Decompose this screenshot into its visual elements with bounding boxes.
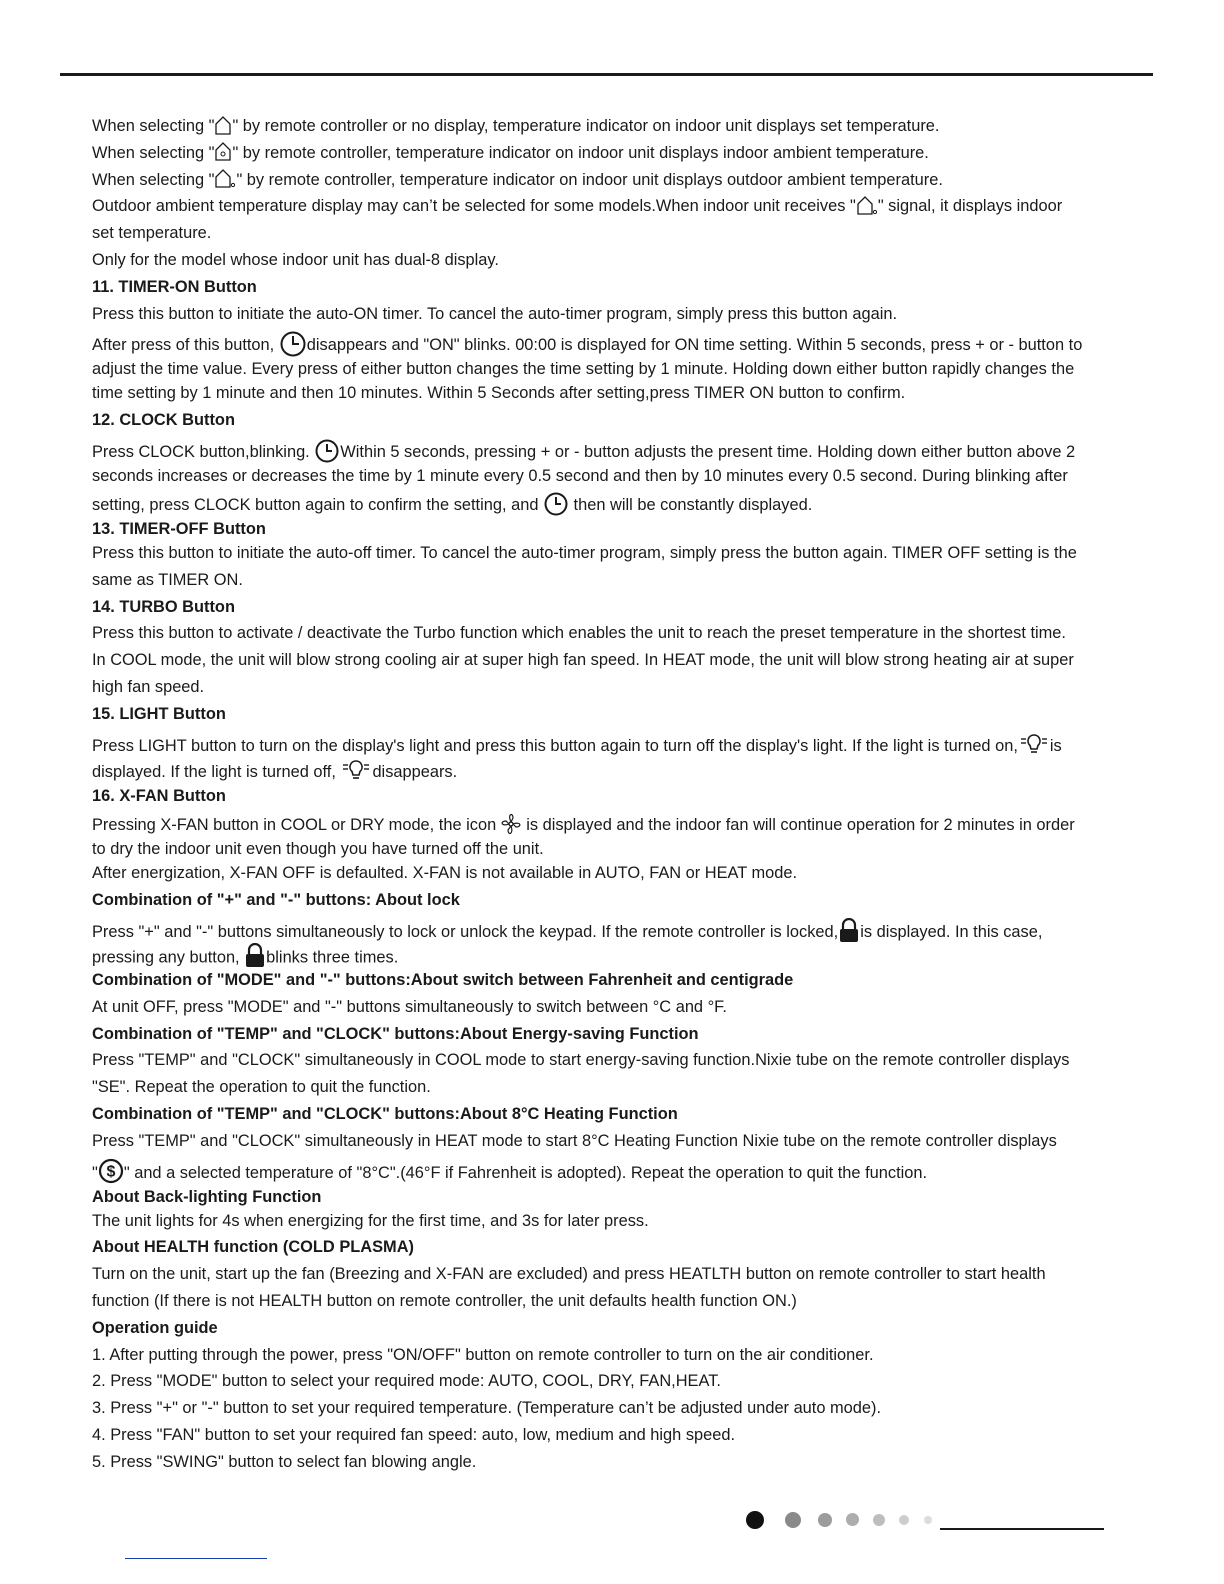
section-heading: Combination of "+" and "-" buttons: About lock — [92, 891, 460, 910]
bottom-rule — [940, 1528, 1104, 1530]
text: " signal, it displays indoor — [877, 197, 1063, 216]
text: disappears. — [372, 762, 458, 781]
clock-icon — [543, 491, 569, 517]
text: After press of this button, — [92, 336, 279, 355]
lock-icon — [838, 918, 860, 944]
text-line: high fan speed. — [92, 677, 205, 696]
top-rule — [60, 73, 1153, 76]
text-line: Press "TEMP" and "CLOCK" simultaneously in HEAT mode to start 8°C Heating Function Nixie tube on the remote controller displays — [92, 1131, 1057, 1150]
text-line: After energization, X-FAN OFF is defaulted. X-FAN is not available in AUTO, FAN or HEAT mode. — [92, 864, 798, 883]
text: is — [1049, 736, 1062, 755]
decoration-dot — [873, 1514, 885, 1526]
text: is displayed and the indoor fan will continue operation for 2 minutes in order — [526, 816, 1075, 835]
decoration-dot — [785, 1512, 801, 1528]
light-bulb-icon — [1018, 731, 1050, 757]
text-line: adjust the time value. Every press of either button changes the time setting by 1 minute. Holding down either button rapidly changes the — [92, 360, 1075, 379]
text-line — [92, 327, 1140, 358]
text-line: seconds increases or decreases the time by 1 minute every 0.5 second and then by 10 minutes every 0.5 second. During blinking after — [92, 466, 1068, 485]
decoration-dot — [899, 1515, 909, 1525]
house-indoor-icon — [214, 140, 232, 162]
text-line — [92, 1155, 1140, 1186]
dollar-circle-icon — [98, 1158, 124, 1184]
section-heading: About Back-lighting Function — [92, 1187, 322, 1206]
text: Pressing X-FAN button in COOL or DRY mode, the icon — [92, 816, 497, 835]
decoration-dot — [818, 1513, 832, 1527]
text: displayed. If the light is turned off, — [92, 762, 341, 781]
list-item: 3. Press "+" or "-" button to set your required temperature. (Temperature can’t be adjusted under auto mode). — [92, 1399, 882, 1418]
text: blinks three times. — [266, 948, 399, 967]
text: Outdoor ambient temperature display may can’t be selected for some models.When indoor unit receives " — [92, 197, 856, 216]
clock-icon — [279, 330, 307, 358]
fan-icon — [496, 810, 526, 838]
text-line: same as TIMER ON. — [92, 570, 243, 589]
text-line — [92, 728, 1140, 759]
list-item: 5. Press "SWING" button to select fan blowing angle. — [92, 1452, 477, 1471]
list-item: 1. After putting through the power, press "ON/OFF" button on remote controller to turn on the air conditioner. — [92, 1345, 874, 1364]
section-heading: Combination of "MODE" and "-" buttons:About switch between Fahrenheit and centigrade — [92, 970, 794, 989]
text-line — [92, 113, 1140, 140]
text-line: Press "TEMP" and "CLOCK" simultaneously in COOL mode to start energy-saving function.Nixie tube on the remote controller displays — [92, 1051, 1070, 1070]
list-item: 2. Press "MODE" button to select your required mode: AUTO, COOL, DRY, FAN,HEAT. — [92, 1372, 721, 1391]
text: setting, press CLOCK button again to confirm the setting, and — [92, 495, 543, 514]
text-line — [92, 759, 1140, 786]
text: Press "+" and "-" buttons simultaneously to lock or unlock the keypad. If the remote controller is locked, — [92, 922, 839, 941]
text: When selecting " — [92, 170, 215, 189]
text-line: "SE". Repeat the operation to quit the function. — [92, 1078, 431, 1097]
text-line: Only for the model whose indoor unit has dual-8 display. — [92, 250, 499, 269]
svg-text:$: $ — [106, 1163, 116, 1181]
text: When selecting " — [92, 143, 215, 162]
text-line: function (If there is not HEALTH button on remote controller, the unit defaults health function ON.) — [92, 1291, 797, 1310]
text: pressing any button, — [92, 948, 245, 967]
section-heading: Operation guide — [92, 1318, 218, 1337]
text-line — [92, 914, 1140, 945]
text: " by remote controller or no display, temperature indicator on indoor unit displays set temperature. — [232, 117, 940, 135]
list-item: 4. Press "FAN" button to set your required fan speed: auto, low, medium and high speed. — [92, 1425, 736, 1444]
decoration-dot — [746, 1511, 764, 1529]
decoration-dot — [846, 1513, 859, 1526]
house-outdoor-icon — [214, 167, 236, 189]
section-heading: About HEALTH function (COLD PLASMA) — [92, 1238, 414, 1257]
text-line — [92, 193, 1140, 220]
text-line — [92, 945, 1140, 967]
clock-icon — [314, 438, 340, 464]
text-line — [92, 140, 1140, 167]
text: " — [92, 1163, 98, 1182]
text: Press LIGHT button to turn on the display's light and press this button again to turn off the display's light. If the light is turned on, — [92, 736, 1018, 755]
text: is displayed. In this case, — [860, 922, 1043, 941]
house-icon — [214, 114, 232, 136]
text-line — [92, 167, 1140, 194]
text: Press CLOCK button,blinking. — [92, 442, 315, 461]
text-line: Turn on the unit, start up the fan (Breezing and X-FAN are excluded) and press HEATLTH button on remote controller to start health — [92, 1265, 1046, 1284]
text: then will be constantly displayed. — [569, 495, 813, 514]
text-line: At unit OFF, press "MODE" and "-" buttons simultaneously to switch between °C and °F. — [92, 997, 727, 1016]
footer-link-underline — [125, 1558, 267, 1559]
text-line: time setting by 1 minute and then 10 minutes. Within 5 Seconds after setting,press TIMER ON button to confirm. — [92, 384, 906, 403]
text: " and a selected temperature of "8°C".(46°F if Fahrenheit is adopted). Repeat the operation to quit the function. — [123, 1163, 928, 1182]
section-heading: 16. X-FAN Button — [92, 787, 226, 806]
house-outdoor-icon — [856, 194, 878, 216]
section-heading: 13. TIMER-OFF Button — [92, 519, 266, 538]
section-heading: 15. LIGHT Button — [92, 704, 226, 723]
text: Within 5 seconds, pressing + or - button adjusts the present time. Holding down either button above 2 — [340, 442, 1076, 461]
section-heading: Combination of "TEMP" and "CLOCK" buttons:About 8°C Heating Function — [92, 1104, 678, 1123]
text-line: In COOL mode, the unit will blow strong cooling air at super high fan speed. In HEAT mode, the unit will blow strong heating air at super — [92, 651, 1074, 670]
text: " by remote controller, temperature indicator on indoor unit displays indoor ambient temperature. — [232, 143, 929, 162]
text-line: The unit lights for 4s when energizing for the first time, and 3s for later press. — [92, 1211, 649, 1230]
text-line: Press this button to activate / deactivate the Turbo function which enables the unit to reach the preset temperature in the shortest time. — [92, 624, 1066, 643]
section-heading: 14. TURBO Button — [92, 597, 235, 616]
section-heading: 11. TIMER-ON Button — [92, 277, 257, 296]
text: When selecting " — [92, 117, 215, 135]
text-line — [92, 434, 1140, 465]
text-line — [92, 807, 1140, 838]
text-line — [92, 487, 1140, 518]
decoration-dot — [924, 1516, 932, 1524]
light-bulb-icon — [340, 757, 372, 783]
text-line: to dry the indoor unit even though you have turned off the unit. — [92, 840, 544, 859]
text-line: Press this button to initiate the auto-off timer. To cancel the auto-timer program, simply press the button again. TIMER OFF setting is the — [92, 543, 1077, 562]
text-line: set temperature. — [92, 224, 212, 243]
section-heading: Combination of "TEMP" and "CLOCK" buttons:About Energy-saving Function — [92, 1024, 699, 1043]
manual-page-content — [92, 113, 1140, 1475]
text: disappears and "ON" blinks. 00:00 is displayed for ON time setting. Within 5 seconds, press + or - button to — [306, 336, 1083, 355]
section-heading: 12. CLOCK Button — [92, 411, 235, 430]
text-line: Press this button to initiate the auto-ON timer. To cancel the auto-timer program, simply press this button again. — [92, 304, 898, 323]
text: " by remote controller, temperature indicator on indoor unit displays outdoor ambient temperature. — [236, 170, 943, 189]
lock-icon — [244, 943, 266, 969]
